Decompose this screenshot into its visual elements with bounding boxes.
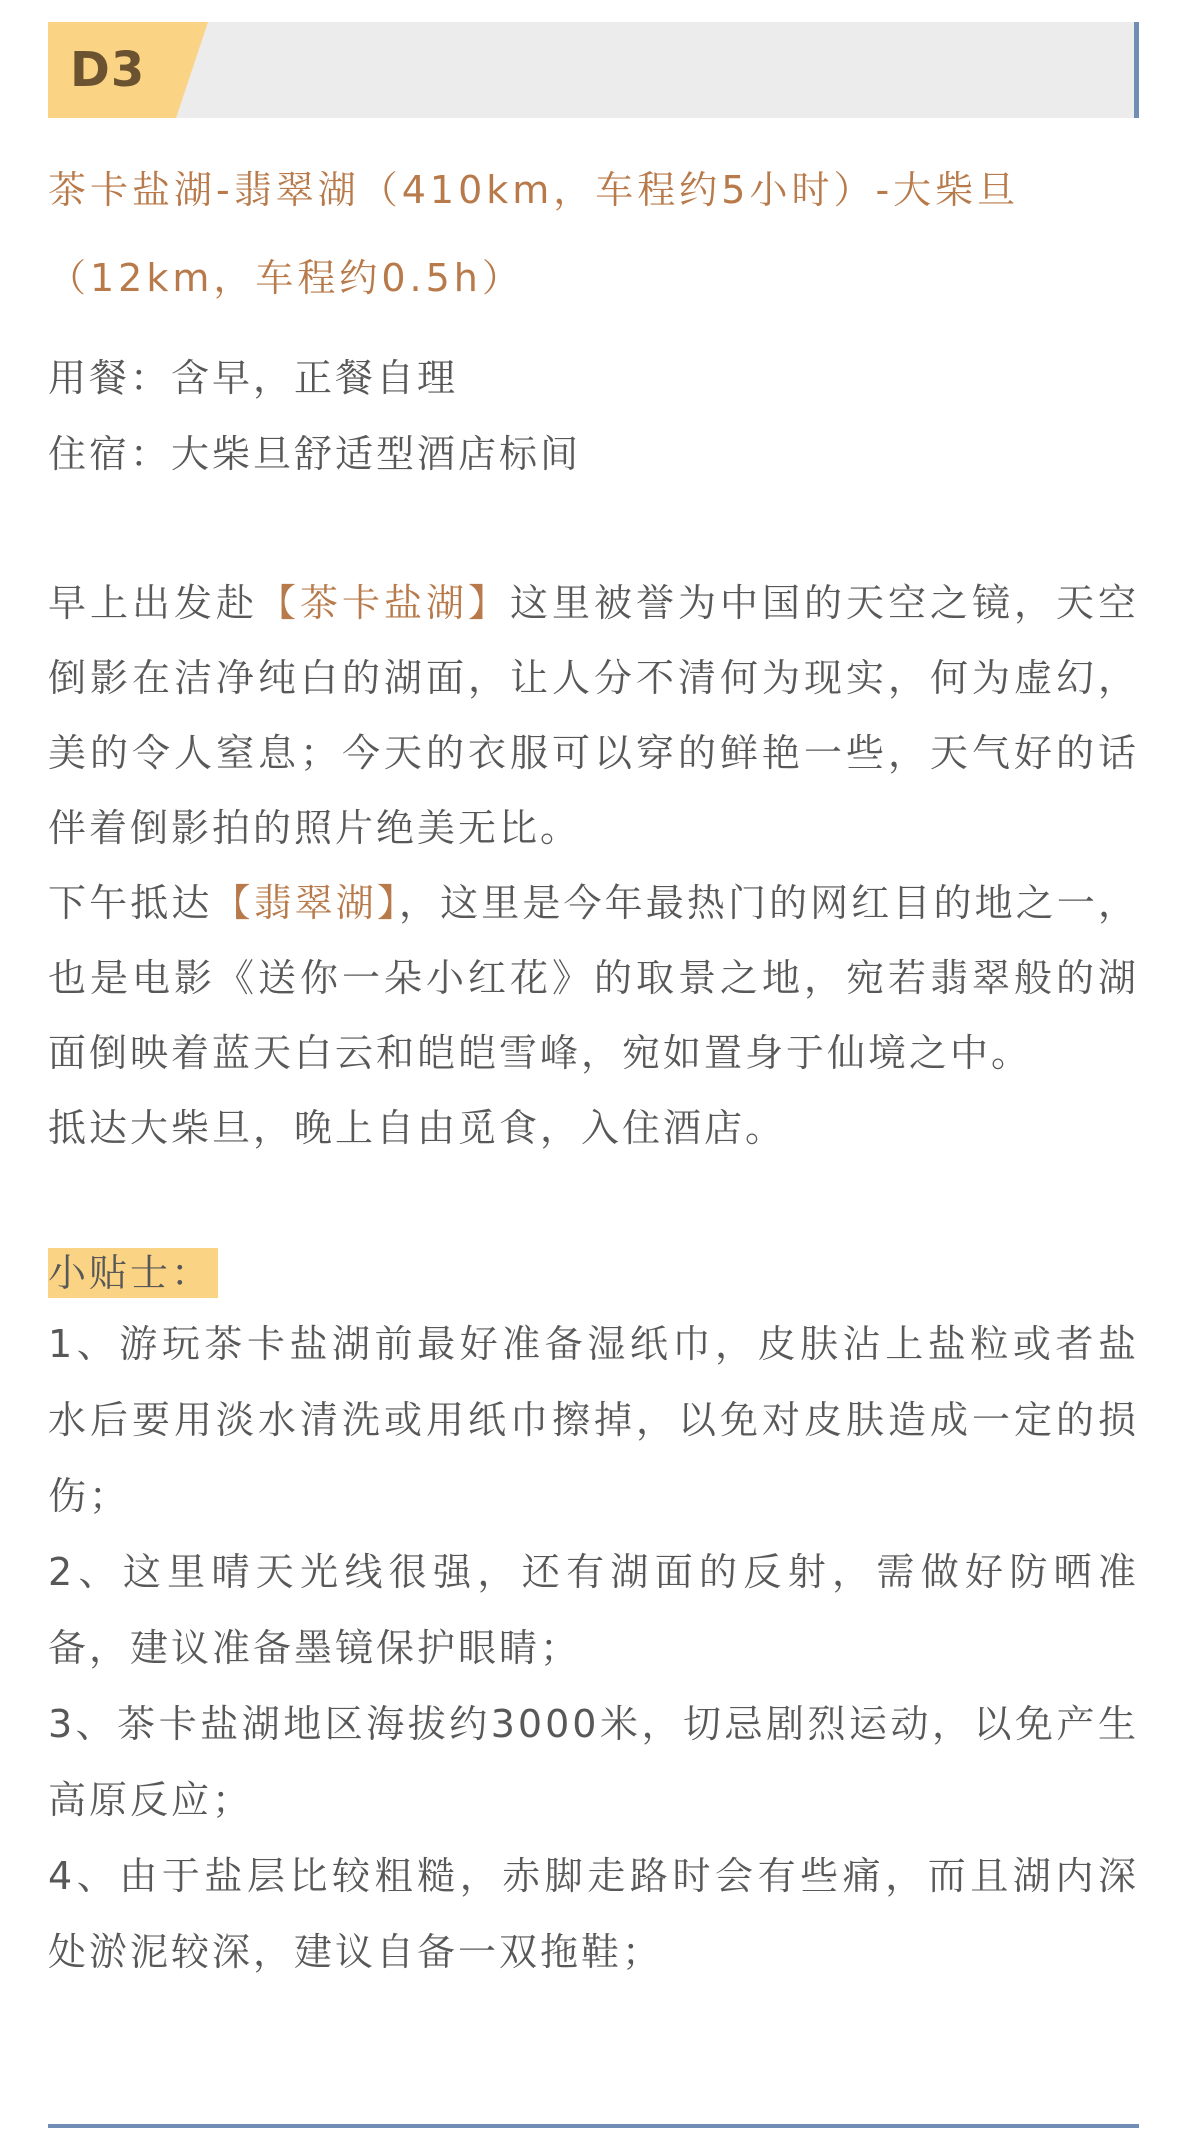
description-paragraph-3: 抵达大柴旦，晚上自由觅食，入住酒店。 (48, 1106, 787, 1150)
itinerary-day-section (48, 22, 1139, 1990)
desc-2-highlight: 【翡翠湖】 (212, 881, 400, 925)
route-title: 茶卡盐湖-翡翠湖（410km，车程约5小时）-大柴旦（12km，车程约0.5h） (48, 168, 1020, 300)
meals-info: 用餐：含早，正餐自理 (48, 356, 459, 400)
tip-item: 3、茶卡盐湖地区海拔约3000米，切忌剧烈运动，以免产生高原反应； (48, 1702, 1139, 1822)
desc-2-rest: ，这里是今年最热门的网红目的地之一，也是电影《送你一朵小红花》的取景之地，宛若翡翠般的湖面倒映着蓝天白云和皑皑雪峰，宛如置身于仙境之中。 (48, 881, 1139, 1075)
desc-2-lead: 下午抵达 (48, 881, 213, 925)
lodging-info: 住宿：大柴旦舒适型酒店标间 (48, 432, 582, 476)
tip-item: 4、由于盐层比较粗糙，赤脚走路时会有些痛，而且湖内深处淤泥较深，建议自备一双拖鞋； (48, 1854, 1139, 1974)
day-label: D3 (70, 42, 146, 98)
tip-item: 2、这里晴天光线很强，还有湖面的反射，需做好防晒准备，建议准备墨镜保护眼睛； (48, 1550, 1139, 1670)
desc-1-rest: 这里被誉为中国的天空之镜，天空倒影在洁净纯白的湖面，让人分不清何为现实，何为虚幻，美的令人窒息；今天的衣服可以穿的鲜艳一些，天气好的话伴着倒影拍的照片绝美无比。 (48, 581, 1139, 850)
description-paragraph-2 (48, 866, 1139, 1091)
info-block (48, 340, 1139, 492)
tips-list (48, 1306, 1139, 1990)
desc-1-highlight: 【茶卡盐湖】 (258, 581, 510, 625)
description-block (48, 566, 1139, 1166)
description-paragraph-1 (48, 566, 1139, 866)
day-header-bar (48, 22, 1139, 118)
bottom-divider (48, 2124, 1139, 2128)
desc-1-lead: 早上出发赴 (48, 581, 258, 625)
tips-title: 小贴士： (48, 1248, 218, 1298)
tip-item: 1、游玩茶卡盐湖前最好准备湿纸巾，皮肤沾上盐粒或者盐水后要用淡水清洗或用纸巾擦掉，以免对皮肤造成一定的损伤； (48, 1322, 1139, 1518)
